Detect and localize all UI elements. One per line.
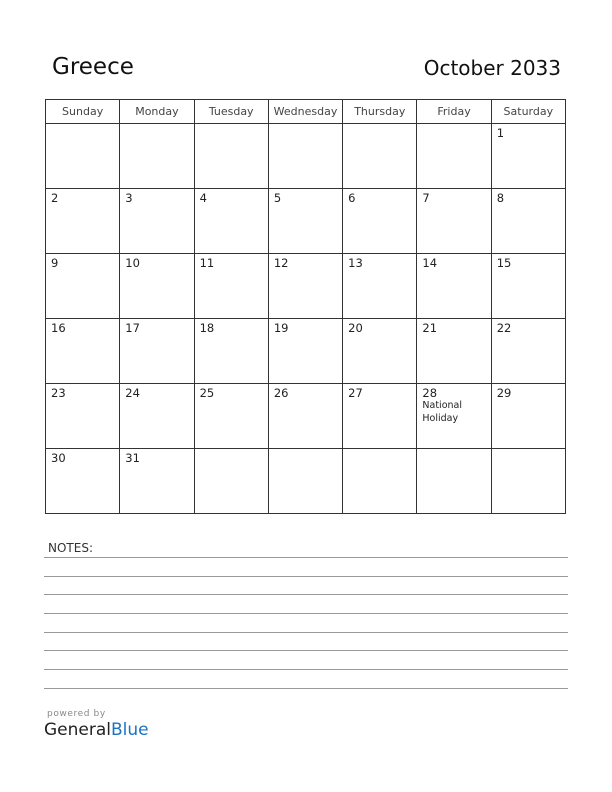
calendar-day-cell	[194, 254, 268, 319]
day-number	[417, 124, 490, 126]
day-number: 12	[273, 256, 289, 270]
day-number: 10	[125, 256, 140, 270]
calendar-day-cell	[343, 124, 417, 189]
day-number: 13	[348, 256, 363, 270]
brand-general: General	[44, 720, 111, 740]
weekday-header-row	[46, 100, 566, 124]
day-number: 21	[422, 321, 438, 335]
notes-line	[44, 669, 568, 670]
calendar-day-cell	[46, 254, 120, 319]
day-number	[269, 124, 342, 126]
calendar-day-cell	[417, 449, 491, 514]
day-number: 3	[125, 191, 133, 205]
holiday-event: National Holiday	[422, 400, 462, 424]
calendar-week-row	[46, 449, 566, 514]
notes-line	[44, 650, 568, 651]
calendar-day-cell	[46, 449, 120, 514]
day-number	[195, 449, 268, 451]
calendar-day-cell	[491, 384, 565, 449]
day-number: 1	[496, 126, 505, 140]
calendar-day-cell	[417, 254, 491, 319]
calendar-day-cell	[417, 189, 491, 254]
notes-label: NOTES:	[48, 541, 93, 555]
weekday-header: Monday	[120, 100, 194, 124]
calendar-day-cell	[194, 319, 268, 384]
brand-blue: Blue	[111, 720, 149, 740]
day-number: 2	[51, 191, 59, 205]
calendar-week-row	[46, 384, 566, 449]
month-year-title: October 2033	[423, 56, 561, 80]
calendar-week-row	[46, 189, 566, 254]
calendar-day-cell	[491, 449, 565, 514]
calendar-day-cell	[491, 319, 565, 384]
calendar-day-cell	[491, 124, 565, 189]
calendar-week-row	[46, 254, 566, 319]
day-number: 4	[199, 191, 207, 205]
day-number	[269, 449, 342, 451]
weekday-header: Thursday	[343, 100, 417, 124]
calendar-day-cell	[120, 189, 194, 254]
calendar-day-cell	[491, 189, 565, 254]
day-number: 24	[125, 386, 140, 400]
calendar-day-cell	[120, 449, 194, 514]
day-number: 25	[199, 386, 215, 400]
day-number: 9	[51, 256, 59, 270]
weekday-header: Wednesday	[268, 100, 342, 124]
weekday-header: Sunday	[46, 100, 120, 124]
calendar-day-cell	[194, 124, 268, 189]
calendar-day-cell	[46, 319, 120, 384]
day-number: 5	[273, 191, 282, 205]
calendar-day-cell	[268, 189, 342, 254]
calendar-day-cell	[343, 384, 417, 449]
calendar-day-cell	[268, 384, 342, 449]
day-number: 6	[348, 191, 356, 205]
day-number: 14	[422, 256, 438, 270]
calendar-day-cell	[268, 449, 342, 514]
notes-line	[44, 557, 568, 558]
day-number	[492, 449, 565, 451]
day-number: 28	[422, 386, 438, 400]
calendar-day-cell	[417, 319, 491, 384]
weekday-header: Tuesday	[194, 100, 268, 124]
day-number	[120, 124, 193, 126]
day-number: 18	[199, 321, 215, 335]
day-number: 27	[348, 386, 363, 400]
calendar-day-cell	[120, 254, 194, 319]
calendar-day-cell	[194, 449, 268, 514]
calendar-day-cell	[417, 384, 491, 449]
day-number: 20	[348, 321, 363, 335]
weekday-header: Friday	[417, 100, 491, 124]
notes-line	[44, 632, 568, 633]
calendar-day-cell	[343, 254, 417, 319]
calendar-week-row	[46, 319, 566, 384]
day-number: 19	[273, 321, 289, 335]
calendar-day-cell	[491, 254, 565, 319]
day-number: 23	[51, 386, 66, 400]
brand-logo	[44, 720, 149, 740]
calendar-week-row	[46, 124, 566, 189]
calendar-day-cell	[120, 319, 194, 384]
day-number: 16	[51, 321, 66, 335]
weekday-header: Saturday	[491, 100, 565, 124]
day-number: 22	[496, 321, 512, 335]
notes-line	[44, 576, 568, 577]
day-number: 29	[496, 386, 512, 400]
calendar-day-cell	[46, 189, 120, 254]
country-title: Greece	[52, 54, 134, 80]
day-number: 26	[273, 386, 289, 400]
calendar-grid	[45, 99, 566, 514]
calendar-day-cell	[343, 319, 417, 384]
calendar-day-cell	[268, 124, 342, 189]
calendar-day-cell	[46, 124, 120, 189]
day-number: 31	[125, 451, 140, 465]
day-number	[343, 449, 416, 451]
powered-by-text: powered by	[47, 709, 106, 719]
calendar-day-cell	[343, 449, 417, 514]
day-number: 15	[496, 256, 512, 270]
day-number	[46, 124, 119, 126]
calendar-day-cell	[194, 384, 268, 449]
calendar-day-cell	[343, 189, 417, 254]
notes-line	[44, 688, 568, 689]
calendar-day-cell	[46, 384, 120, 449]
calendar-day-cell	[194, 189, 268, 254]
day-number: 17	[125, 321, 140, 335]
calendar-day-cell	[120, 384, 194, 449]
calendar-day-cell	[268, 319, 342, 384]
notes-line	[44, 594, 568, 595]
day-number: 30	[51, 451, 66, 465]
notes-line	[44, 613, 568, 614]
calendar-day-cell	[268, 254, 342, 319]
day-number: 7	[422, 191, 430, 205]
day-number: 8	[496, 191, 505, 205]
calendar-day-cell	[120, 124, 194, 189]
day-number: 11	[199, 256, 215, 270]
day-number	[195, 124, 268, 126]
calendar-day-cell	[417, 124, 491, 189]
day-number	[417, 449, 490, 451]
day-number	[343, 124, 416, 126]
